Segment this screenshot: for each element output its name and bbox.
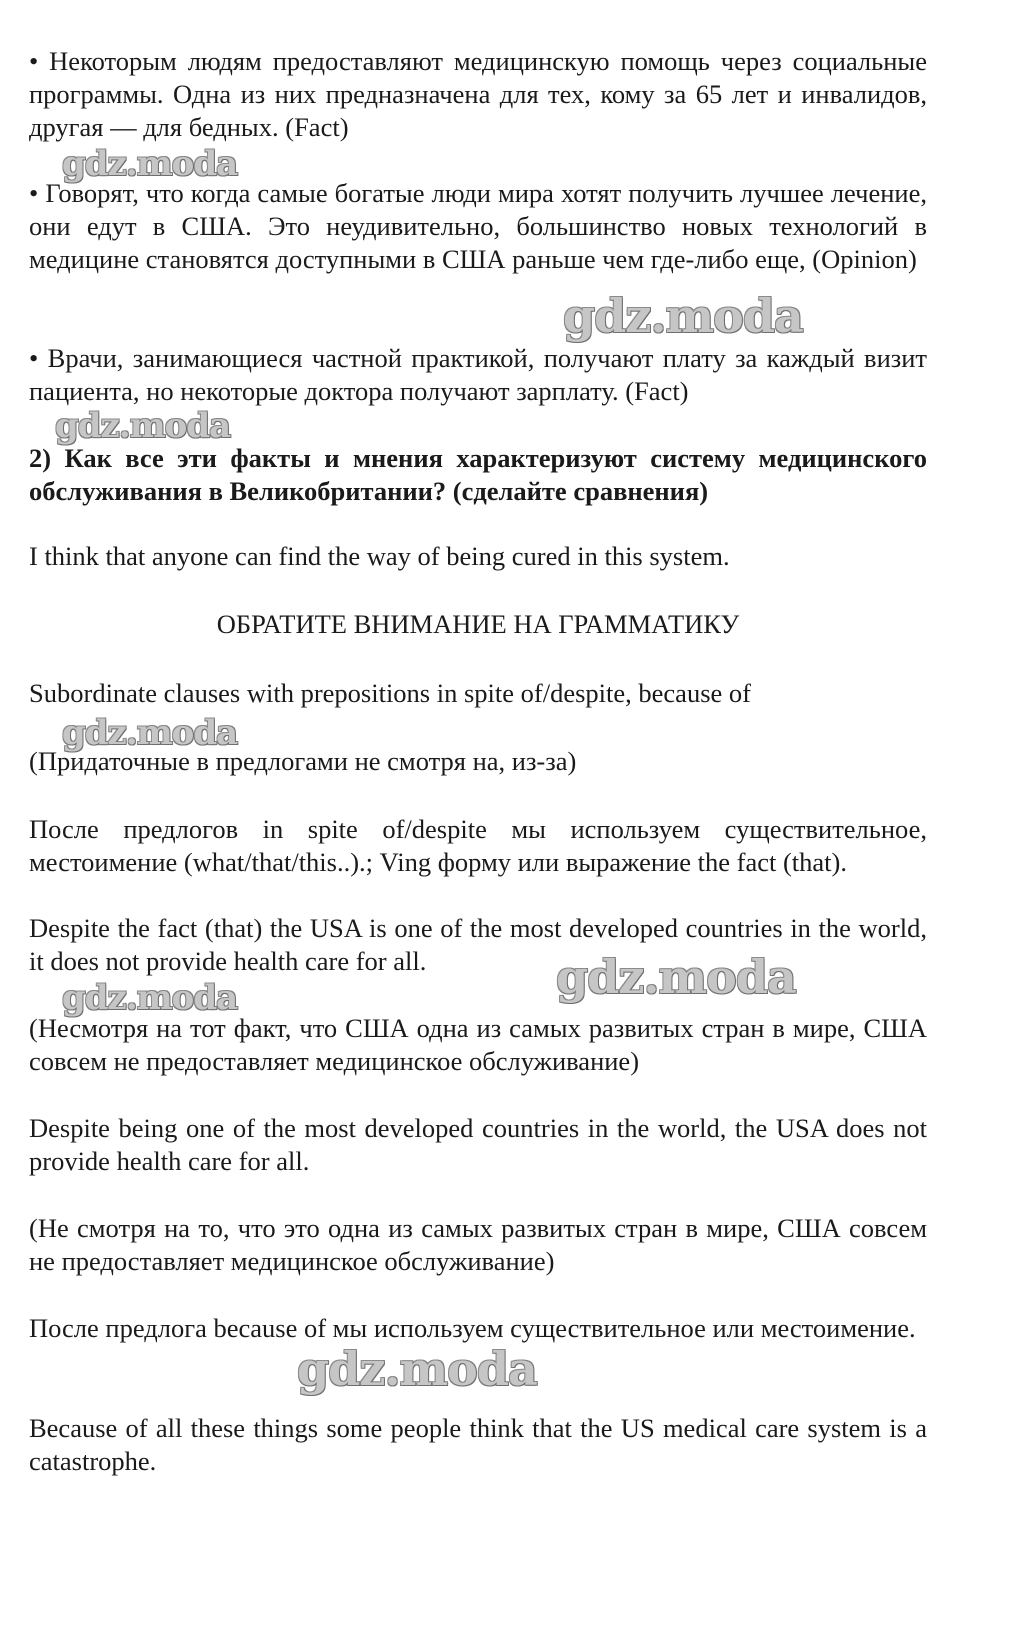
example-despite-fact: Despite the fact (that) the USA is one of the most developed countries in the world, it does not provide health care for all. [29, 913, 927, 976]
rule-despite: После предлогов in spite of/despite мы используем существительное, местоимение (what/that/this..).; Ving форму или выражение the fact (that). [29, 814, 927, 877]
example-despite-being-translation: (Не смотря на то, что это одна из самых развитых стран в мире, США совсем не предоставляет медицинское обслуживание) [29, 1213, 927, 1276]
watermark-logo: gdz.moda [563, 289, 803, 343]
bullet-richest-people: • Говорят, что когда самые богатые люди мира хотят получить лучшее лечение, они едут в США. Это неудивительно, большинство новых технологий в медицине становятся доступными в США раньше чем где-либо еще, (Opinion) [29, 178, 927, 274]
watermark-logo: gdz.moda [297, 1342, 537, 1396]
example-because-of: Because of all these things some people think that the US medical care system is a catastrophe. [29, 1413, 927, 1476]
bullet-private-practice: • Врачи, занимающиеся частной практикой, получают плату за каждый визит пациента, но некоторые доктора получают зарплату. (Fact) [29, 343, 927, 406]
example-despite-being: Despite being one of the most developed countries in the world, the USA does not provide health care for all. [29, 1113, 927, 1176]
watermark-logo: gdz.moda [62, 978, 238, 1018]
example-despite-fact-translation: (Несмотря на тот факт, что США одна из самых развитых стран в мире, США совсем не предоставляет медицинское обслуживание) [29, 1013, 927, 1076]
watermark-logo: gdz.moda [62, 713, 238, 753]
grammar-heading: ОБРАТИТЕ ВНИМАНИЕ НА ГРАММАТИКУ [216, 609, 740, 639]
watermark-logo: gdz.moda [556, 950, 796, 1004]
question-2: 2) Как все эти факты и мнения характеризуют систему медицинского обслуживания в Великобритании? (сделайте сравнения) [29, 443, 927, 506]
rule-because-of: После предлога because of мы используем существительное или местоимение. [29, 1313, 916, 1343]
grammar-topic-translation: (Придаточные в предлогами не смотря на, из-за) [29, 746, 577, 776]
watermark-logo: gdz.moda [62, 144, 238, 184]
answer-text: I think that anyone can find the way of being cured in this system. [29, 541, 730, 571]
watermark-logo: gdz.moda [55, 406, 231, 446]
bullet-social-programs: • Некоторым людям предоставляют медицинскую помощь через социальные программы. Одна из них предназначена для тех, кому за 65 лет и инвалидов, другая — для бедных. (Fact) [29, 46, 927, 142]
grammar-topic: Subordinate clauses with prepositions in spite of/despite, because of [29, 678, 751, 708]
